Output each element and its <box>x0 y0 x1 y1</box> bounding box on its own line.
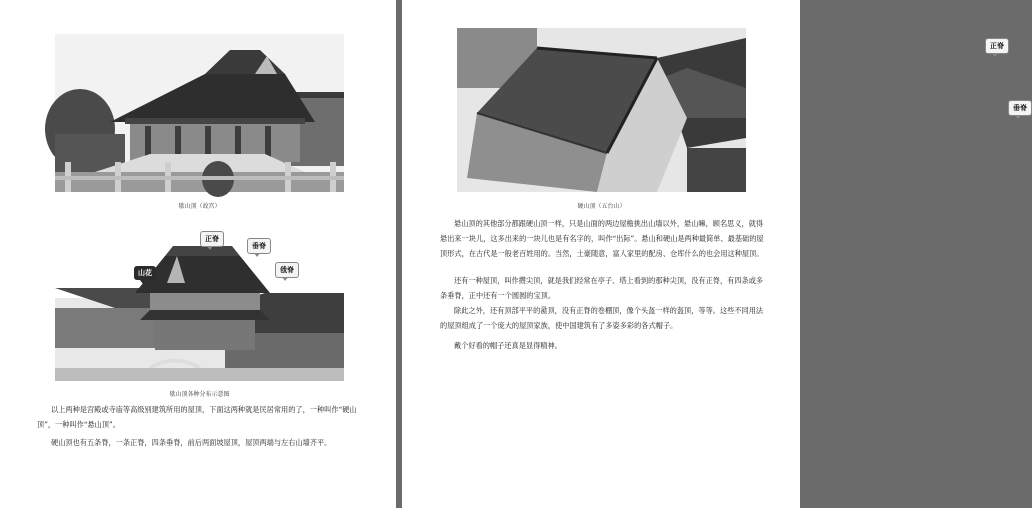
paragraph: 硬山顶也有五条脊，一条正脊，四条垂脊，前后两面坡屋顶，屋顶两端与左右山墙齐平。 <box>51 438 332 447</box>
label-qiangji: 戗脊 <box>275 262 299 278</box>
label-zhengji: 正脊 <box>985 38 1009 54</box>
paragraph: 以上两种是宫殿或寺庙等高级别建筑所用的屋顶，下面这两种就是民居常用的了，一种叫作“硬山顶”，一种叫作“悬山顶”。 <box>37 405 357 429</box>
photo-xieshan-palace-image <box>55 34 344 192</box>
label-chuiji: 垂脊 <box>247 238 271 254</box>
paragraph: 戴个好看的帽子还真是显得精神。 <box>454 341 562 350</box>
photo-yingshan-image <box>457 28 746 192</box>
label-shanhua: 山花 <box>134 266 156 280</box>
label-zhengji: 正脊 <box>200 231 224 247</box>
paragraph: 悬山顶的其他部分都跟硬山顶一样，只是山面的两边屋檐挑出山墙以外，悬山嘛，顾名思义，就得悬出来一块儿，这多出来的一块儿也是有名字的，叫作“出际”。悬山和硬山是两种最简单、最基础的屋顶形式，在古代是一般老百姓用的。当然，土豪随意，富人家里的配房、仓库什么的也会用这种屋顶。 <box>440 219 764 258</box>
label-chuiji: 垂脊 <box>1008 100 1032 116</box>
left-page <box>0 0 396 508</box>
photo-yingshan-wutaishan <box>457 28 746 192</box>
photo1-caption: 歇山顶（故宫） <box>178 203 221 210</box>
photo-xieshan-diagram-image <box>55 228 344 381</box>
photo-caption: 硬山顶（五台山） <box>577 203 626 210</box>
paragraph: 还有一种屋顶，叫作攒尖顶，就是我们经常在亭子、塔上看到的那种尖顶，没有正脊，有四条或多条垂脊，正中还有一个圆圆的宝顶。 <box>440 276 764 300</box>
photo2-caption: 歇山顶各种分布示意图 <box>169 391 230 398</box>
photo-xieshan-palace <box>55 34 344 192</box>
paragraph: 除此之外，还有顶部平平的盝顶，没有正脊的卷棚顶，像个头盔一样的盔顶，等等。这些不同用法的屋顶组成了一个庞大的屋顶家族，使中国建筑有了多姿多彩的各式帽子。 <box>440 306 764 330</box>
photo-xieshan-diagram <box>55 228 344 381</box>
right-page <box>402 0 1027 508</box>
